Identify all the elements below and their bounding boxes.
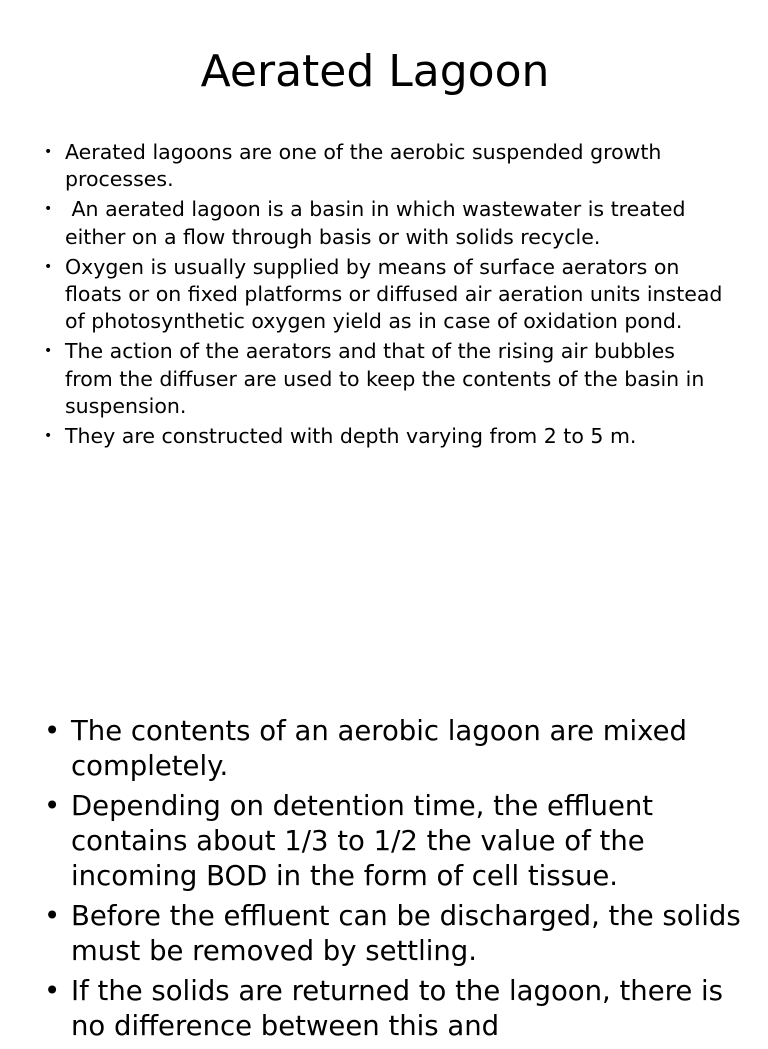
bullet-text: Before the effluent can be discharged, the solids must be removed by settling. xyxy=(71,900,741,967)
list-item xyxy=(44,254,724,336)
bullet-icon: • xyxy=(44,343,53,360)
bullet-list-1 xyxy=(44,139,724,453)
bullet-text: An aerated lagoon is a basin in which wastewater is treated either on a flow through basis or with solids recycle. xyxy=(65,197,693,249)
bullet-list-2 xyxy=(44,714,744,1049)
bullet-text: They are constructed with depth varying from 2 to 5 m. xyxy=(65,424,637,449)
bullet-icon: • xyxy=(44,258,53,275)
bullet-icon: • xyxy=(44,144,53,160)
bullet-icon: • xyxy=(44,201,53,218)
bullet-icon: • xyxy=(44,975,61,1007)
bullet-text: The action of the aerators and that of the rising air bubbles from the diffuser are used to keep the contents of the basin in suspension. xyxy=(65,339,705,418)
list-item xyxy=(44,196,724,250)
list-item xyxy=(44,338,724,420)
list-item xyxy=(44,789,744,894)
list-item xyxy=(44,423,724,450)
bullet-text: Aerated lagoons are one of the aerobic suspended growth processes. xyxy=(65,140,662,192)
bullet-icon: • xyxy=(44,790,61,822)
list-item xyxy=(44,139,724,193)
bullet-text: Depending on detention time, the effluent contains about 1/3 to 1/2 the value of the incoming BOD in the form of cell tissue. xyxy=(71,790,654,892)
bullet-text: If the solids are returned to the lagoon, there is no difference between this and xyxy=(71,975,723,1042)
bullet-icon: • xyxy=(44,715,61,747)
bullet-text: The contents of an aerobic lagoon are mixed completely. xyxy=(71,715,687,782)
list-item xyxy=(44,714,744,784)
bullet-icon: • xyxy=(44,900,61,932)
bullet-icon: • xyxy=(44,428,53,445)
bullet-text: Oxygen is usually supplied by means of surface aerators on floats or on fixed platforms or diffused air aeration units instead of photosynthetic oxygen yield as in case of oxidation pond. xyxy=(65,254,723,334)
slide-title: Aerated Lagoon xyxy=(200,46,550,97)
list-item xyxy=(44,899,744,969)
list-item xyxy=(44,974,744,1044)
